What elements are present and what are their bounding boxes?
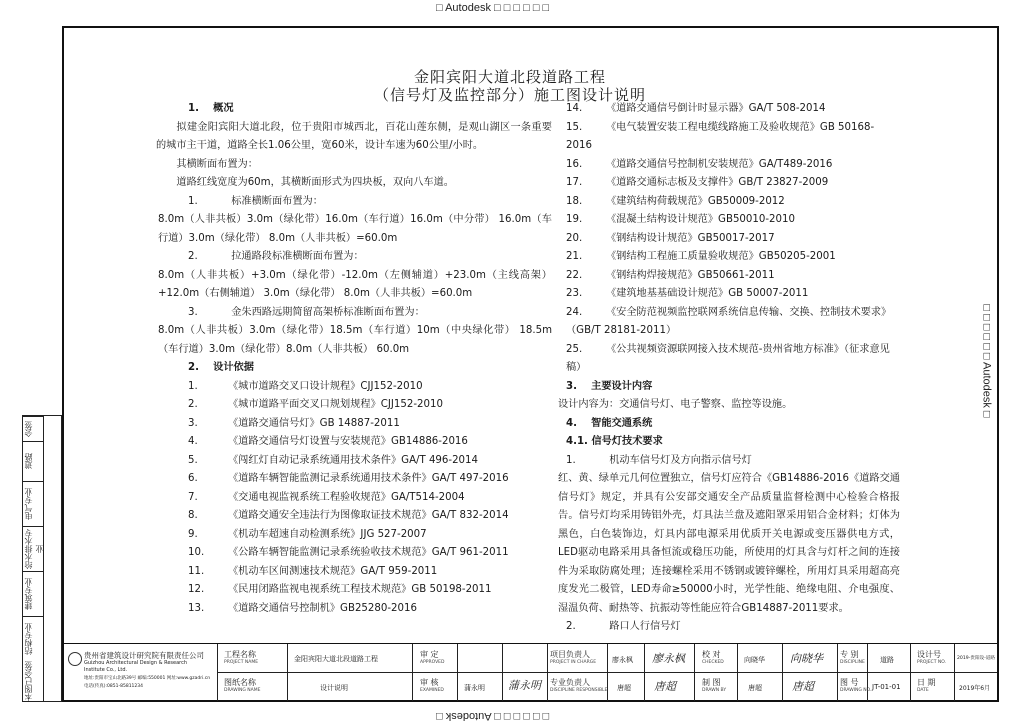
reference-item	[156, 396, 552, 415]
section-title: 主要设计内容	[591, 380, 653, 392]
project-name-label: 工程名称 PROJECT NAME	[224, 650, 259, 665]
reference-number: 25.	[566, 343, 583, 355]
reference-item	[556, 230, 900, 249]
reference-number: 20.	[566, 232, 583, 244]
strip-divider	[43, 416, 44, 701]
reference-number: 8.	[188, 510, 198, 521]
discipline-value: 道路	[880, 656, 894, 664]
item-number: 3.	[188, 306, 198, 318]
reference-number: 12.	[188, 584, 205, 595]
signal-item-1-heading	[556, 452, 900, 471]
drawn-by-label: 制 图 DRAWN BY	[702, 678, 727, 693]
company-name-en: Guizhou Architectural Design & Research	[84, 660, 188, 666]
overview-paragraph: 拟建金阳宾阳大道北段，位于贵阳市城西北，百花山莲东侧，是观山湖区一条重要的城市主干道，道路全长1.06公里，宽60米，设计车速为60公里/小时。	[156, 121, 552, 151]
reference-number: 2.	[188, 399, 198, 410]
reference-item	[556, 156, 900, 175]
checked-label: 校 对 CHECKED	[702, 650, 724, 665]
reference-text: 《道路交通信号控制机》GB25280-2016	[228, 602, 417, 614]
item-2-heading	[156, 248, 552, 267]
reference-text: 《道路交通信号灯设置与安装规范》GB14886-2016	[228, 436, 468, 447]
reference-item	[156, 507, 552, 526]
section-title: 智能交通系统	[591, 417, 653, 429]
drawing-number-label: 图 号 DRAWING NO.	[840, 678, 872, 693]
reference-number: 5.	[188, 454, 198, 466]
reference-item	[556, 341, 900, 378]
design-number-label: 设计号 PROJECT NO.	[917, 650, 947, 665]
section-number: 4.1.	[566, 436, 588, 447]
reference-number: 11.	[188, 565, 205, 577]
reference-item	[156, 563, 552, 582]
reference-list-left	[156, 378, 552, 619]
countersign-strip	[22, 415, 62, 702]
item-title: 金朱西路远期简留高架桥标准断面布置为：	[231, 306, 425, 318]
reference-number: 23.	[566, 288, 583, 299]
strip-cell: 会签	[23, 416, 43, 441]
item-number: 1.	[188, 195, 198, 207]
section-number: 3.	[566, 380, 577, 392]
reference-number: 19.	[566, 214, 583, 225]
reference-text: 《安全防范视频监控联网系统信息传输、交换、控制技术要求》（GB/T 28181-2011）	[566, 306, 892, 336]
reference-number: 22.	[566, 269, 583, 281]
strip-cell: 电气专业	[23, 481, 43, 526]
project-name-value: 金阳宾阳大道北段道路工程	[294, 655, 378, 663]
drawing-name-label: 图纸名称 DRAWING NAME	[224, 678, 261, 693]
reference-number: 9.	[188, 528, 198, 540]
reference-text: 《道路车辆智能监测记录系统通用技术条件》GA/T 497-2016	[228, 473, 509, 484]
reference-item	[556, 193, 900, 212]
reference-text: 《道路交通信号灯》GB 14887-2011	[228, 417, 400, 429]
checker-signature: 向晓华	[790, 652, 823, 665]
reference-item	[156, 452, 552, 471]
item-1-heading	[156, 193, 552, 212]
reference-text: 《交通电视监视系统工程验收规范》GA/T514-2004	[228, 491, 465, 503]
reference-text: 《道路交通安全违法行为图像取证技术规范》GA/T 832-2014	[228, 510, 509, 521]
item-2-body: 8.0m（人非共板）+3.0m（绿化带）-12.0m（左侧辅道）+23.0m（主线高架）+12.0m（右侧辅道） 3.0m（绿化带） 8.0m（人非共板）=60.0m	[158, 269, 552, 299]
discipline-label: 专 别 DISCIPLINE	[840, 650, 865, 665]
reference-item	[556, 304, 900, 341]
reference-text: 《城市道路交叉口设计规程》CJJ152-2010	[228, 380, 423, 392]
discipline-lead-label: 专业负责人 DISCIPLINE RESPONSIBLE	[550, 678, 608, 693]
discipline-lead-signature: 唐超	[654, 680, 676, 693]
section-2-heading	[156, 359, 552, 378]
section-title: 设计依据	[213, 362, 254, 373]
watermark-bottom: □ □ □ □ □ □ Autodesk □	[436, 710, 550, 722]
reference-item	[156, 581, 552, 600]
checker-name: 向晓华	[744, 656, 765, 664]
reference-text: 《钢结构焊接规范》GB50661-2011	[606, 269, 775, 281]
reference-item	[556, 285, 900, 304]
reference-item	[556, 174, 900, 193]
reference-item	[156, 415, 552, 434]
reference-text: 《道路交通信号倒计时显示器》GA/T 508-2014	[606, 103, 826, 114]
discipline-lead-name: 唐超	[617, 684, 631, 692]
reference-number: 7.	[188, 491, 198, 503]
reference-number: 21.	[566, 251, 583, 262]
reference-item	[556, 119, 900, 156]
item-3-body: 8.0m（人非共板）3.0m（绿化带）18.5m（车行道）10m（中央绿化带） 18.5m（车行道）3.0m（绿化带）8.0m（人非共板） 60.0m	[158, 325, 552, 355]
date-value: 2019年6月	[959, 685, 991, 692]
reference-number: 18.	[566, 195, 583, 207]
reference-number: 15.	[566, 121, 583, 133]
section-4-1-heading	[556, 433, 900, 452]
item-title: 标准横断面布置为：	[231, 195, 323, 207]
strip-cell: 本图已会签	[24, 661, 33, 701]
reference-text: 《钢结构设计规范》GB50017-2017	[606, 232, 775, 244]
section-number: 2.	[188, 362, 199, 373]
reference-text: 《电气装置安装工程电缆线路施工及验收规范》GB 50168-2016	[566, 121, 875, 151]
section-number: 1.	[188, 103, 199, 114]
item-3-heading	[156, 304, 552, 323]
drawing-number-value: JT-01-01	[872, 683, 901, 691]
right-column	[556, 100, 900, 637]
item-title: 路口人行信号灯	[609, 621, 681, 632]
reference-number: 6.	[188, 473, 198, 484]
project-manager-label: 项目负责人 PROJECT IN CHARGE	[550, 650, 597, 665]
sheet-title-line1: 金阳宾阳大道北段道路工程	[413, 68, 606, 86]
company-logo	[68, 652, 82, 666]
item-title: 拉通路段标准横断面布置为：	[231, 251, 364, 262]
section-1-heading	[156, 100, 552, 119]
item-title: 机动车信号灯及方向指示信号灯	[609, 454, 752, 466]
signal-item-2-heading	[556, 618, 900, 637]
item-1-body: 8.0m（人非共板）3.0m（绿化带）16.0m（车行道）16.0m（中分带） 16.0m（车行道）3.0m（绿化带） 8.0m（人非共板）=60.0m	[158, 214, 552, 244]
reference-item	[156, 600, 552, 619]
reference-text: 《公共视频资源联网接入技术规范-贵州省地方标准》（征求意见稿）	[566, 343, 890, 373]
project-manager-name: 廖永枫	[612, 656, 633, 664]
strip-cell: 结构专业	[23, 616, 43, 661]
reference-number: 1.	[188, 380, 198, 392]
drawn-by-name: 唐超	[748, 684, 762, 692]
reference-text: 《民用闭路监视电视系统工程技术规范》GB 50198-2011	[228, 584, 492, 595]
section-3-heading	[556, 378, 900, 397]
company-name: 贵州省建筑设计研究院有限责任公司	[84, 651, 204, 660]
drawing-name-value: 设计说明	[320, 684, 348, 692]
reference-item	[156, 489, 552, 508]
reference-number: 13.	[188, 602, 205, 614]
reference-item	[156, 470, 552, 489]
drawn-by-signature: 唐超	[792, 680, 814, 693]
section-3-body: 设计内容为：交通信号灯、电子警察、监控等设施。	[558, 399, 793, 410]
company-address: 地址:贵阳市宝山北路39号 邮编:550001 网址:www.gzadri.cn	[84, 676, 211, 681]
reference-number: 24.	[566, 306, 583, 318]
watermark-right: □ □ □ □ □ □ Autodesk □	[980, 304, 993, 418]
strip-cell: 道路	[23, 441, 43, 481]
cross-section-intro: 其横断面布置为：	[176, 158, 258, 170]
reference-number: 10.	[188, 547, 205, 558]
approved-label: 审 定 APPROVED	[420, 650, 445, 665]
section-number: 4.	[566, 417, 577, 429]
reference-text: 《城市道路平面交叉口规划规程》CJJ152-2010	[228, 399, 443, 410]
section-title: 信号灯技术要求	[591, 436, 663, 447]
reference-number: 3.	[188, 417, 198, 429]
reference-number: 4.	[188, 436, 198, 447]
reference-item	[156, 526, 552, 545]
strip-cell: 给水排水专业	[23, 526, 43, 571]
reference-text: 《道路交通信号控制机安装规范》GA/T489-2016	[606, 158, 833, 170]
reference-item	[556, 248, 900, 267]
reference-item	[556, 100, 900, 119]
section-title: 概况	[213, 103, 234, 114]
left-column	[156, 100, 552, 618]
reference-list-right	[556, 100, 900, 378]
red-line-text: 道路红线宽度为60m，其横断面形式为四块板，双向八车道。	[176, 177, 454, 188]
reference-text: 《建筑地基基础设计规范》GB 50007-2011	[606, 288, 809, 299]
reference-item	[156, 378, 552, 397]
company-name-en-2: Institute Co., Ltd.	[84, 667, 128, 673]
examiner-name: 蒲永明	[464, 684, 485, 692]
reference-number: 16.	[566, 158, 583, 170]
signal-item-1-body: 红、黄、绿单元几何位置独立，信号灯应符合《GB14886-2016《道路交通信号灯》规定，并具有公安部交通安全产品质量监督检测中心检验合格报告。信号灯均采用铸铝外壳，灯具法兰盘及遮阳罩采用铝合金材料；灯体为黑色，白色装饰边，灯具内部电源采用优质开关电源或变压器供电方式，LED驱动电路采用具备恒流或稳压功能，所使用的灯具含与灯杆之间的连接件为采取防腐处理；连接螺栓采用不锈钢或镀锌螺栓，所用灯具采用超高亮度发光二极管，LED寿命≥50000小时，光学性能、绝缘电阻、介电强度、湿温负荷、耐热等、抗振动等性能应符合GB14887-2011要求。	[558, 473, 900, 614]
reference-number: 14.	[566, 103, 583, 114]
reference-item	[156, 433, 552, 452]
reference-number: 17.	[566, 177, 583, 188]
design-number-value: 2019-贵阳设-道路	[957, 656, 995, 661]
reference-item	[156, 544, 552, 563]
sheet-title-line2: （信号灯及监控部分）施工图设计说明	[373, 86, 646, 104]
examiner-signature: 蒲永明	[508, 679, 541, 692]
reference-text: 《闯红灯自动记录系统通用技术条件》GA/T 496-2014	[228, 454, 478, 466]
item-number: 2.	[566, 621, 576, 632]
reference-item	[556, 267, 900, 286]
item-number: 1.	[566, 454, 576, 466]
reference-text: 《机动车区间测速技术规范》GA/T 959-2011	[228, 565, 438, 577]
reference-text: 《建筑结构荷载规范》GB50009-2012	[606, 195, 785, 207]
reference-text: 《道路交通标志板及支撑件》GB/T 23827-2009	[606, 177, 829, 188]
reference-text: 《混凝土结构设计规范》GB50010-2010	[606, 214, 795, 225]
section-4-heading	[556, 415, 900, 434]
reference-text: 《机动车超速自动检测系统》JJG 527-2007	[228, 528, 427, 540]
date-label: 日 期 DATE	[917, 678, 936, 693]
reference-text: 《钢结构工程施工质量验收规范》GB50205-2001	[606, 251, 836, 262]
examined-label: 审 核 EXAMINED	[420, 678, 444, 693]
project-manager-signature: 廖永枫	[652, 652, 685, 665]
title-block	[62, 643, 999, 702]
reference-item	[556, 211, 900, 230]
watermark-top: □ Autodesk □ □ □ □ □ □	[436, 2, 550, 14]
item-number: 2.	[188, 251, 198, 262]
reference-text: 《公路车辆智能监测记录系统验收技术规范》GA/T 961-2011	[228, 547, 509, 558]
company-phone: 电话(传真):0851-85811234	[84, 684, 144, 689]
strip-cell: 建筑专业	[23, 571, 43, 616]
